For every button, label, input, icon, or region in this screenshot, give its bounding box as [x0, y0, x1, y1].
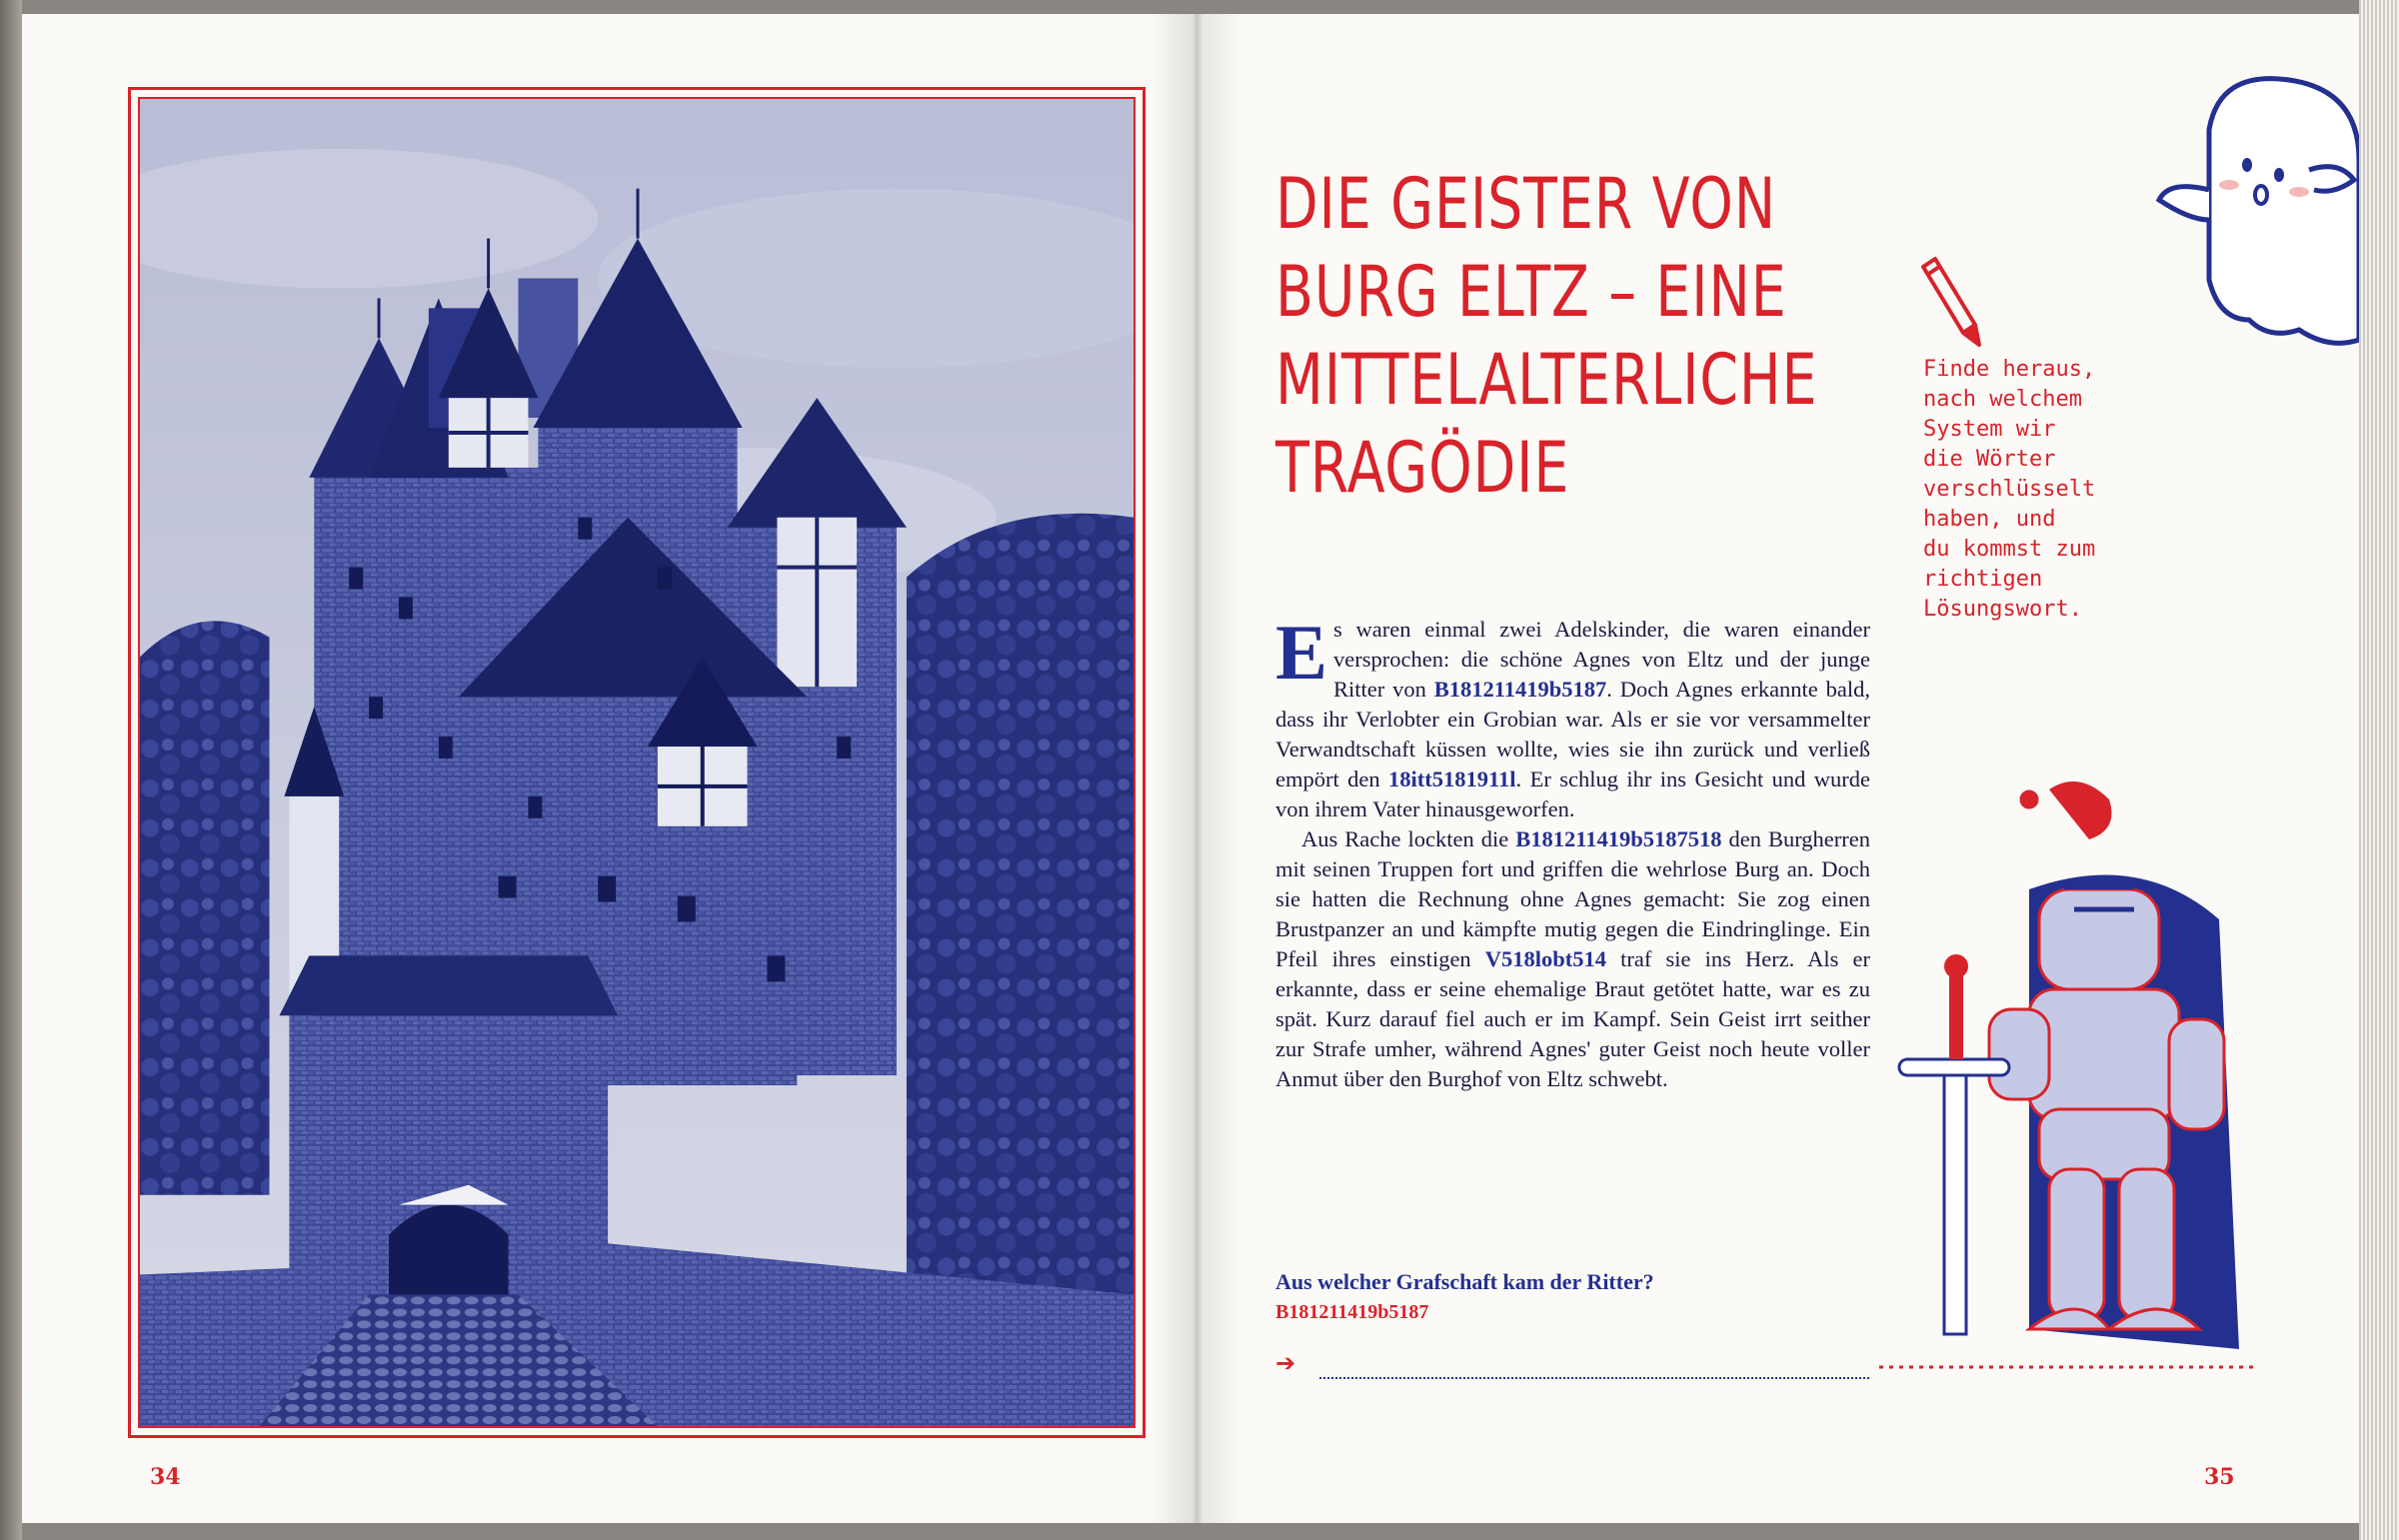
story-paragraph-2 — [1275, 824, 1870, 1094]
arrow-right-icon: ➔ — [1275, 1349, 1296, 1377]
story-text-fragment: traf sie ins Herz. Als er erkannte, dass er seine ehemalige Braut getötet hatte, war es zu spät. Kurz darauf fiel auch er im Kampf. Sein Geist irrt seither zur Strafe umher, während Agnes' guter Geist noch heute voller Anmut über den Burghof von Eltz schwebt. — [1275, 946, 1871, 1091]
castle-photo — [140, 99, 1134, 1426]
story-text-fragment: den Burgherren mit seinen Truppen fort und griffen die wehrlose Burg an. Doch sie hatten die Rechnung ohne Agnes gemacht: Sie zog einen Brustpanzer an und kämpfte mutig gegen die Eindringlinge. Ein Pfeil ihres einstigen — [1275, 826, 1871, 971]
page-number-left: 34 — [150, 1464, 181, 1490]
ghost-illustration — [2149, 70, 2359, 350]
story-text-fragment: s waren einmal zwei Adelskinder, die waren einander versprochen: die schöne Agnes von Eltz und der junge Ritter von — [1333, 617, 1870, 702]
cipher-word: B181211419b5187 — [1433, 677, 1607, 702]
cipher-word: V518lobt514 — [1484, 946, 1607, 971]
answer-line[interactable] — [1319, 1377, 1869, 1379]
book-edge-left — [0, 0, 22, 1540]
cipher-word: 18itt5181911l — [1388, 767, 1516, 791]
page-title: DIE GEISTER VON BURG ELTZ – EINE MITTELALTERLICHE TRAGÖDIE — [1275, 163, 1818, 509]
book-gutter — [1150, 14, 1244, 1523]
drop-cap: E — [1275, 609, 1328, 696]
puzzle-hint: Finde heraus, nach welchem System wir die Wörter verschlüsselt haben, und du kommst zum richtigen Lösungswort. — [1923, 357, 2096, 622]
knight-illustration — [1879, 770, 2259, 1389]
photo-frame — [138, 97, 1136, 1428]
book-edge-right — [2359, 0, 2399, 1540]
story-text-fragment: . Er schlug ihr ins Gesicht und wurde von ihrem Vater hinausgeworfen. — [1275, 767, 1870, 821]
story-text-fragment: . Doch Agnes erkannte bald, dass ihr Verlobter ein Grobian war. Als er sie vor versammelter Verwandtschaft küssen wollte, wies sie ihn zurück und verließ empört den — [1275, 677, 1870, 791]
story-text-fragment: Aus Rache lockten die — [1301, 826, 1516, 851]
question-text: Aus welcher Grafschaft kam der Ritter? — [1275, 1269, 1654, 1294]
page-number-right: 35 — [2204, 1464, 2235, 1490]
cipher-word: B181211419b5187518 — [1515, 826, 1722, 851]
story-text — [1275, 609, 1871, 1094]
question-cipher: B181211419b5187 — [1275, 1301, 1429, 1323]
story-paragraph-1 — [1275, 609, 1870, 824]
pencil-icon — [1917, 255, 1987, 350]
